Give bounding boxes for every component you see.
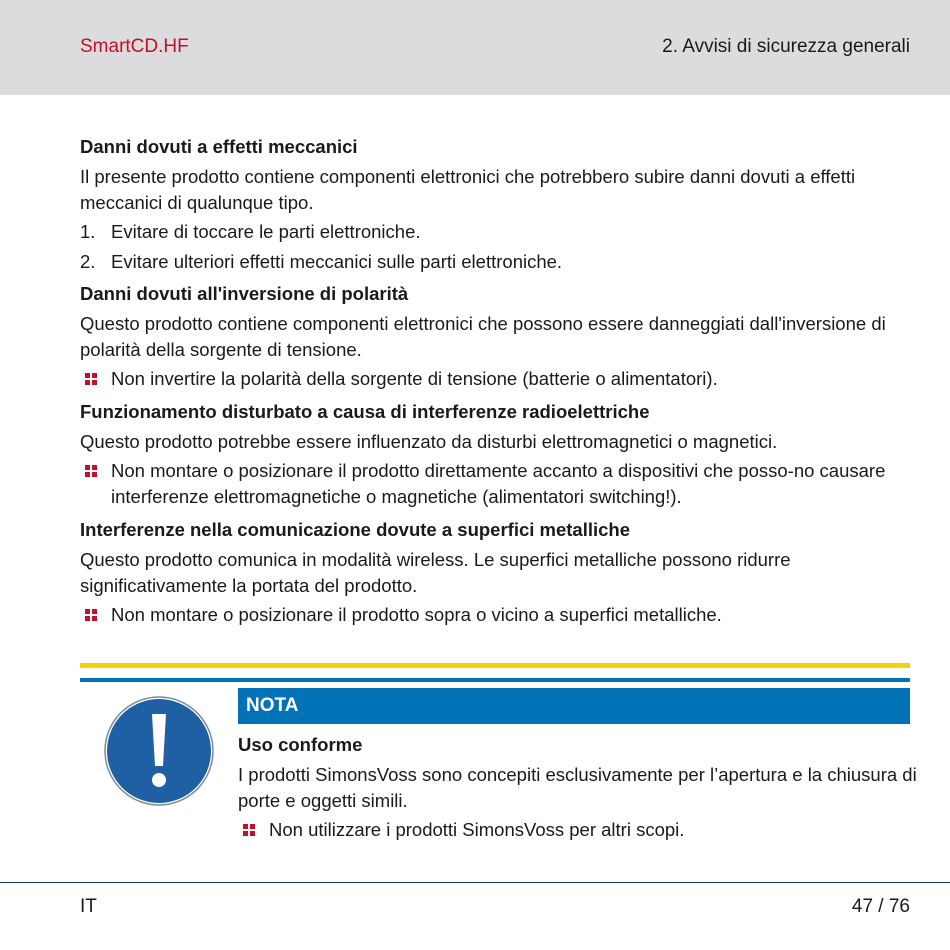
page-number: 47 / 76 (851, 896, 910, 917)
page-header (0, 0, 950, 95)
section-polarity (80, 281, 912, 392)
section-heading: Interferenze nella comunicazione dovute a superfici metalliche (80, 519, 631, 540)
bullet-square-icon (85, 465, 97, 477)
note-heading: Uso conforme (238, 734, 363, 755)
footer-language: IT (80, 896, 97, 917)
section-paragraph: Questo prodotto potrebbe essere influenzato da disturbi elettromagnetici o magnetici. (80, 431, 778, 452)
exclamation-icon (104, 696, 214, 806)
list-item-text: Non invertire la polarità della sorgente di tensione (batterie o alimentatori). (111, 368, 718, 389)
note-label: NOTA (238, 688, 910, 724)
list-item-text: Non montare o posizionare il prodotto sopra o vicino a superfici metalliche. (111, 604, 722, 625)
list-item (80, 219, 912, 245)
bullet-square-icon (243, 824, 255, 836)
section-paragraph: Questo prodotto contiene componenti elettronici che possono essere danneggiati dall'inversione di polarità della sorgente di tensione. (80, 313, 886, 360)
list-item-text: Evitare di toccare le parti elettroniche. (111, 221, 421, 242)
bullet-square-icon (85, 609, 97, 621)
section-mechanical (80, 134, 912, 275)
list-number: 2. (80, 251, 96, 272)
note-paragraph: I prodotti SimonsVoss sono concepiti esclusivamente per l’apertura e la chiusura di porte e oggetti simili. (238, 764, 917, 811)
section-paragraph: Questo prodotto comunica in modalità wireless. Le superfici metalliche possono ridurre significativamente la portata del prodotto. (80, 549, 791, 596)
brand-name: SmartCD.HF (80, 36, 189, 57)
section-heading: Danni dovuti a effetti meccanici (80, 136, 358, 157)
section-heading: Danni dovuti all'inversione di polarità (80, 283, 409, 304)
list-item (80, 249, 912, 275)
footer-divider (0, 882, 950, 883)
list-item-text: Non montare o posizionare il prodotto direttamente accanto a dispositivi che posso-no causare interferenze elettromagnetiche o magnetiche (alimentatori switching!). (111, 460, 886, 507)
list-item (80, 458, 912, 510)
chapter-title: 2. Avvisi di sicurezza generali (662, 36, 910, 57)
list-number: 1. (80, 221, 96, 242)
section-heading: Funzionamento disturbato a causa di interferenze radioelettriche (80, 401, 650, 422)
main-content (80, 134, 912, 635)
list-item-text: Non utilizzare i prodotti SimonsVoss per altri scopi. (269, 819, 685, 840)
section-interference (80, 399, 912, 510)
divider-yellow (80, 663, 910, 668)
list-item-text: Evitare ulteriori effetti meccanici sulle parti elettroniche. (111, 251, 563, 272)
list-item (238, 817, 918, 843)
section-metal-surfaces (80, 517, 912, 628)
note-content (238, 732, 918, 850)
list-item (80, 366, 912, 392)
divider-blue (80, 678, 910, 682)
list-item (80, 602, 912, 628)
bullet-square-icon (85, 373, 97, 385)
section-paragraph: Il presente prodotto contiene componenti elettronici che potrebbero subire danni dovuti a effetti meccanici di qualunque tipo. (80, 166, 856, 213)
